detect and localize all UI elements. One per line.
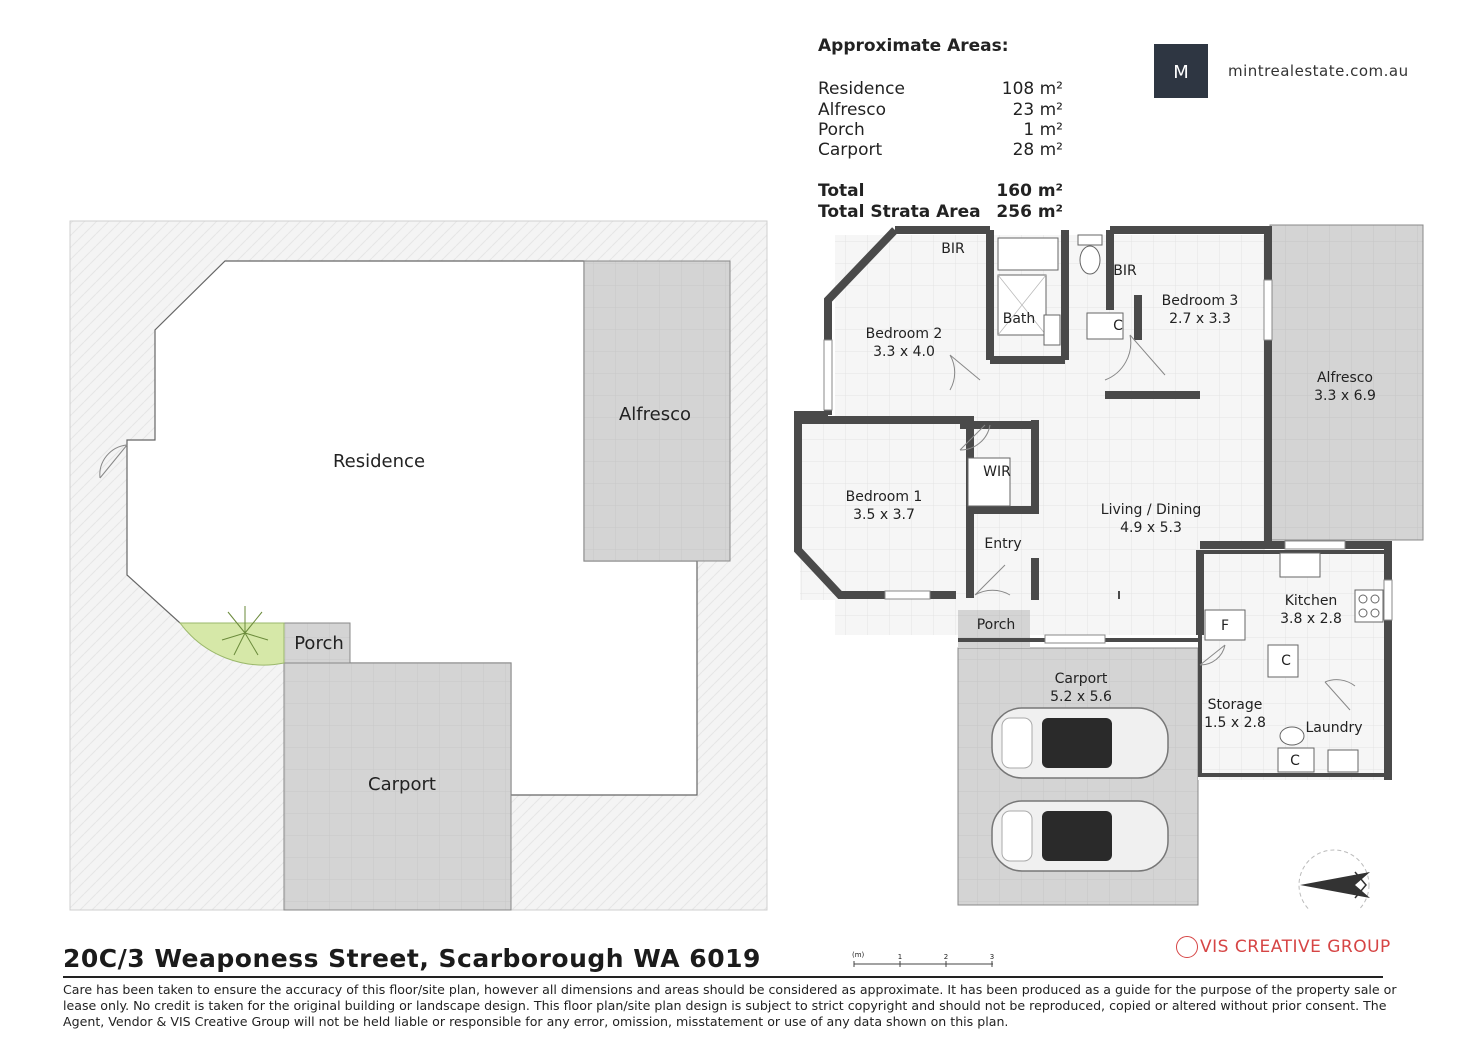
bedroom2-name: Bedroom 2 bbox=[865, 326, 943, 342]
bedroom3-name: Bedroom 3 bbox=[1161, 293, 1239, 309]
site-carport-label: Carport bbox=[368, 774, 436, 795]
c-upper-label: C bbox=[1113, 318, 1123, 334]
brand-logo bbox=[1154, 44, 1208, 98]
entry-label: Entry bbox=[984, 536, 1022, 552]
logo-letters: M bbox=[1173, 62, 1189, 83]
laundry-label: Laundry bbox=[1305, 720, 1363, 736]
scale-tick-label: 3 bbox=[989, 953, 995, 961]
area-label: Residence bbox=[818, 79, 905, 99]
bir-right-label: BIR bbox=[1113, 263, 1137, 279]
car-icon bbox=[992, 708, 1168, 778]
vis-brand: VIS CREATIVE GROUP bbox=[1200, 937, 1391, 957]
laundry-toilet-icon bbox=[1280, 727, 1304, 745]
alfresco-name: Alfresco bbox=[1316, 370, 1374, 386]
areas-title: Approximate Areas: bbox=[818, 36, 1009, 56]
brand-website: mintrealestate.com.au bbox=[1228, 62, 1409, 80]
kitchen-size: 3.8 x 2.8 bbox=[1280, 611, 1342, 627]
storage-wall bbox=[1198, 630, 1202, 775]
kitchen-name: Kitchen bbox=[1284, 593, 1338, 609]
carport-size: 5.2 x 5.6 bbox=[1050, 689, 1112, 705]
site-plan bbox=[0, 0, 780, 930]
floor-plan bbox=[780, 220, 1430, 910]
bath-label: Bath bbox=[1002, 311, 1036, 327]
mint-logo-icon bbox=[1154, 44, 1208, 98]
area-value: 23 m² bbox=[1012, 100, 1063, 120]
site-alfresco-label: Alfresco bbox=[618, 404, 692, 425]
bedroom2-size: 3.3 x 4.0 bbox=[873, 344, 935, 360]
approximate-areas bbox=[818, 36, 1068, 222]
property-address: 20C/3 Weaponess Street, Scarborough WA 6019 bbox=[63, 944, 761, 973]
scale-bar bbox=[848, 948, 998, 970]
toilet-icon bbox=[1080, 246, 1100, 274]
toilet-cistern-icon bbox=[1078, 235, 1102, 245]
storage-size: 1.5 x 2.8 bbox=[1204, 715, 1266, 731]
bedroom1-size: 3.5 x 3.7 bbox=[853, 507, 915, 523]
alfresco-size: 3.3 x 6.9 bbox=[1314, 388, 1376, 404]
area-value: 256 m² bbox=[996, 202, 1063, 222]
area-value: 108 m² bbox=[1001, 79, 1063, 99]
scale-tick-label: 2 bbox=[943, 953, 949, 961]
scale-unit: (m) bbox=[852, 951, 865, 959]
laundry-tub-icon bbox=[1328, 750, 1358, 772]
vis-logo-icon bbox=[1176, 936, 1198, 958]
north-compass-icon bbox=[1299, 850, 1370, 910]
bathtub-icon bbox=[998, 238, 1058, 270]
site-residence-label: Residence bbox=[332, 451, 426, 472]
living-name: Living / Dining bbox=[1100, 502, 1202, 518]
storage-name: Storage bbox=[1207, 697, 1263, 713]
scale-tick-label: 1 bbox=[897, 953, 903, 961]
area-value: 1 m² bbox=[1023, 120, 1063, 140]
footer-divider bbox=[63, 976, 1383, 978]
area-label: Carport bbox=[818, 140, 883, 160]
area-label: Total Strata Area bbox=[818, 202, 981, 222]
cooktop-icon bbox=[1355, 590, 1383, 622]
kitchen-sink-icon bbox=[1280, 553, 1320, 577]
area-value: 160 m² bbox=[996, 181, 1063, 201]
storage-bottom-wall bbox=[1198, 773, 1390, 777]
carport-name: Carport bbox=[1054, 671, 1108, 687]
bedroom1-name: Bedroom 1 bbox=[845, 489, 923, 505]
living-size: 4.9 x 5.3 bbox=[1120, 520, 1182, 536]
disclaimer-text: Care has been taken to ensure the accuracy of this floor/site plan, however all dimensions and areas should be considered as approximate. It has been produced as a guide for the purpose of the property sale or lease only. No credit is taken for the original building or landscape design. This floor plan/site plan design is subject to strict copyright and should not be reproduced, copied or altered without prior consent. The Agent, Vendor & VIS Creative Group will not be held liable or responsible for any error, omission, misstatement or use of any data shown on this plan. bbox=[63, 982, 1397, 1029]
vanity-icon bbox=[1044, 315, 1060, 345]
c-kitchen-label: C bbox=[1281, 653, 1291, 669]
area-label: Alfresco bbox=[818, 100, 887, 120]
c-laundry-label: C bbox=[1290, 753, 1300, 769]
area-label: Porch bbox=[818, 120, 865, 140]
car-icon bbox=[992, 801, 1168, 871]
area-value: 28 m² bbox=[1012, 140, 1063, 160]
wir-label: WIR bbox=[983, 464, 1011, 480]
bedroom3-size: 2.7 x 3.3 bbox=[1169, 311, 1231, 327]
area-label: Total bbox=[818, 181, 865, 201]
site-porch-label: Porch bbox=[294, 633, 344, 654]
bir-left-label: BIR bbox=[941, 241, 965, 257]
porch-label: Porch bbox=[976, 617, 1016, 633]
fridge-label: F bbox=[1220, 618, 1230, 634]
